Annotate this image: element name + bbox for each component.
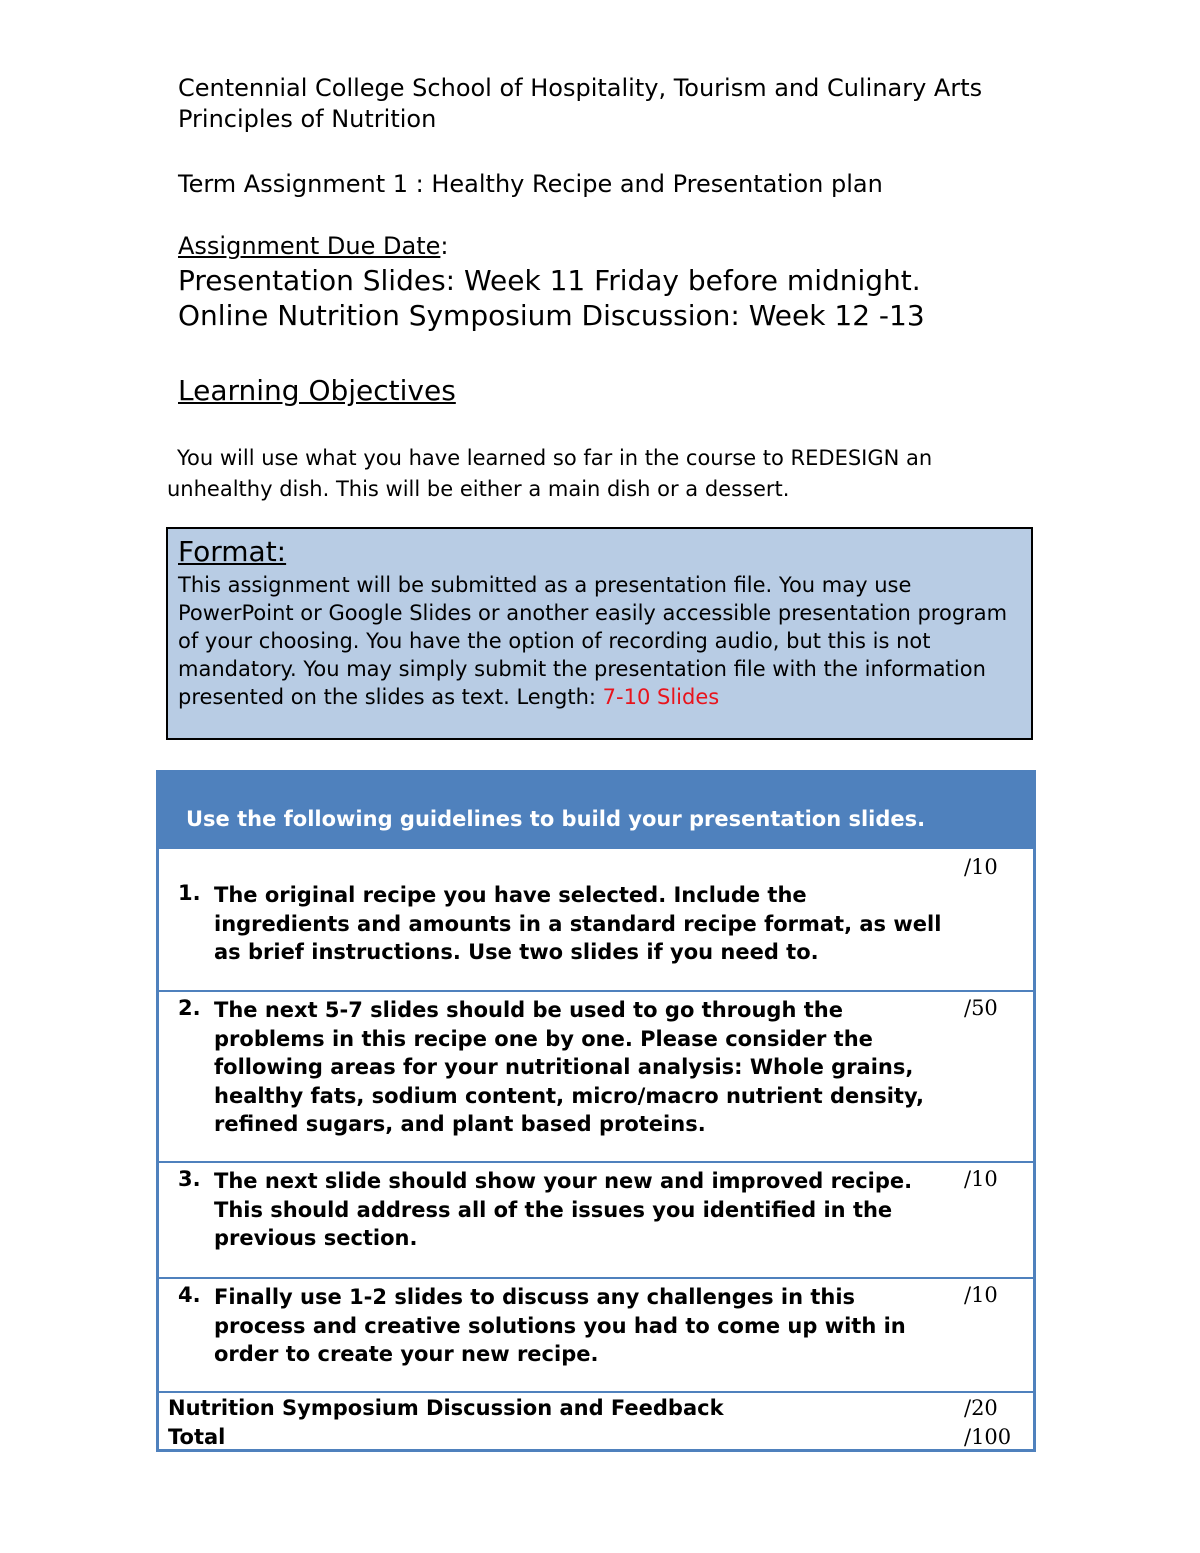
totals-row bbox=[159, 1391, 1033, 1449]
objectives-line-1: You will use what you have learned so far in the course to REDESIGN an bbox=[177, 446, 933, 470]
item-points: /50 bbox=[964, 996, 998, 1020]
symposium-points: /20 bbox=[964, 1396, 998, 1420]
item-text: The original recipe you have selected. Include the ingredients and amounts in a standard recipe format, as well as brief instructions. Use two slides if you need to. bbox=[214, 883, 942, 964]
format-title: Format: bbox=[178, 535, 287, 568]
guidelines-table bbox=[156, 770, 1036, 1452]
slides-due-date: Presentation Slides: Week 11 Friday before midnight. bbox=[178, 264, 921, 297]
symposium-due-date: Online Nutrition Symposium Discussion: Week 12 -13 bbox=[178, 299, 925, 332]
item-number: 3. bbox=[178, 1167, 201, 1191]
format-box bbox=[166, 527, 1033, 740]
item-number: 1. bbox=[178, 881, 201, 905]
table-row bbox=[159, 990, 1033, 1163]
item-points: /10 bbox=[964, 1167, 998, 1191]
table-row bbox=[159, 1161, 1033, 1279]
course-name: Principles of Nutrition bbox=[178, 105, 437, 133]
item-number: 2. bbox=[178, 996, 201, 1020]
item-points: /10 bbox=[964, 1283, 998, 1307]
item-number: 4. bbox=[178, 1283, 201, 1307]
due-date-colon: : bbox=[440, 232, 449, 260]
assignment-title: Term Assignment 1 : Healthy Recipe and Presentation plan bbox=[178, 170, 883, 198]
format-length: 7-10 Slides bbox=[602, 685, 720, 709]
format-description: This assignment will be submitted as a presentation file. You may use PowerPoint or Google Slides or another easily accessible presentation program of your choosing. You have the option of recording audio, but this is not mandatory. You may simply submit the presentation file with the information presented on the slides as text. Length: bbox=[178, 573, 1008, 709]
objectives-line-2: unhealthy dish. This will be either a main dish or a dessert. bbox=[167, 477, 790, 501]
due-date-heading bbox=[178, 232, 448, 260]
table-row bbox=[159, 1277, 1033, 1392]
learning-objectives-title: Learning Objectives bbox=[178, 374, 456, 407]
item-text: The next slide should show your new and improved recipe. This should address all of the issues you identified in the previous section. bbox=[214, 1169, 913, 1250]
guidelines-header bbox=[159, 773, 1033, 847]
item-points: /10 bbox=[964, 855, 998, 879]
due-date-label: Assignment Due Date bbox=[178, 232, 441, 260]
total-points: /100 bbox=[964, 1425, 1012, 1449]
item-text: The next 5-7 slides should be used to go through the problems in this recipe one by one. Please consider the following areas for your nutritional analysis: Whole grains, healthy fats, sodium content, micro/macro nutrient density, refined sugars, and plant based proteins. bbox=[214, 998, 924, 1136]
table-row bbox=[159, 847, 1033, 992]
symposium-label: Nutrition Symposium Discussion and Feedback bbox=[168, 1396, 724, 1420]
item-text: Finally use 1-2 slides to discuss any challenges in this process and creative solutions you had to come up with in order to create your new recipe. bbox=[214, 1285, 906, 1366]
total-label: Total bbox=[168, 1425, 226, 1449]
learning-objectives-text bbox=[167, 443, 987, 505]
format-body bbox=[178, 571, 1028, 711]
guidelines-heading: Use the following guidelines to build your presentation slides. bbox=[186, 807, 926, 831]
college-name: Centennial College School of Hospitality, Tourism and Culinary Arts bbox=[178, 74, 983, 102]
